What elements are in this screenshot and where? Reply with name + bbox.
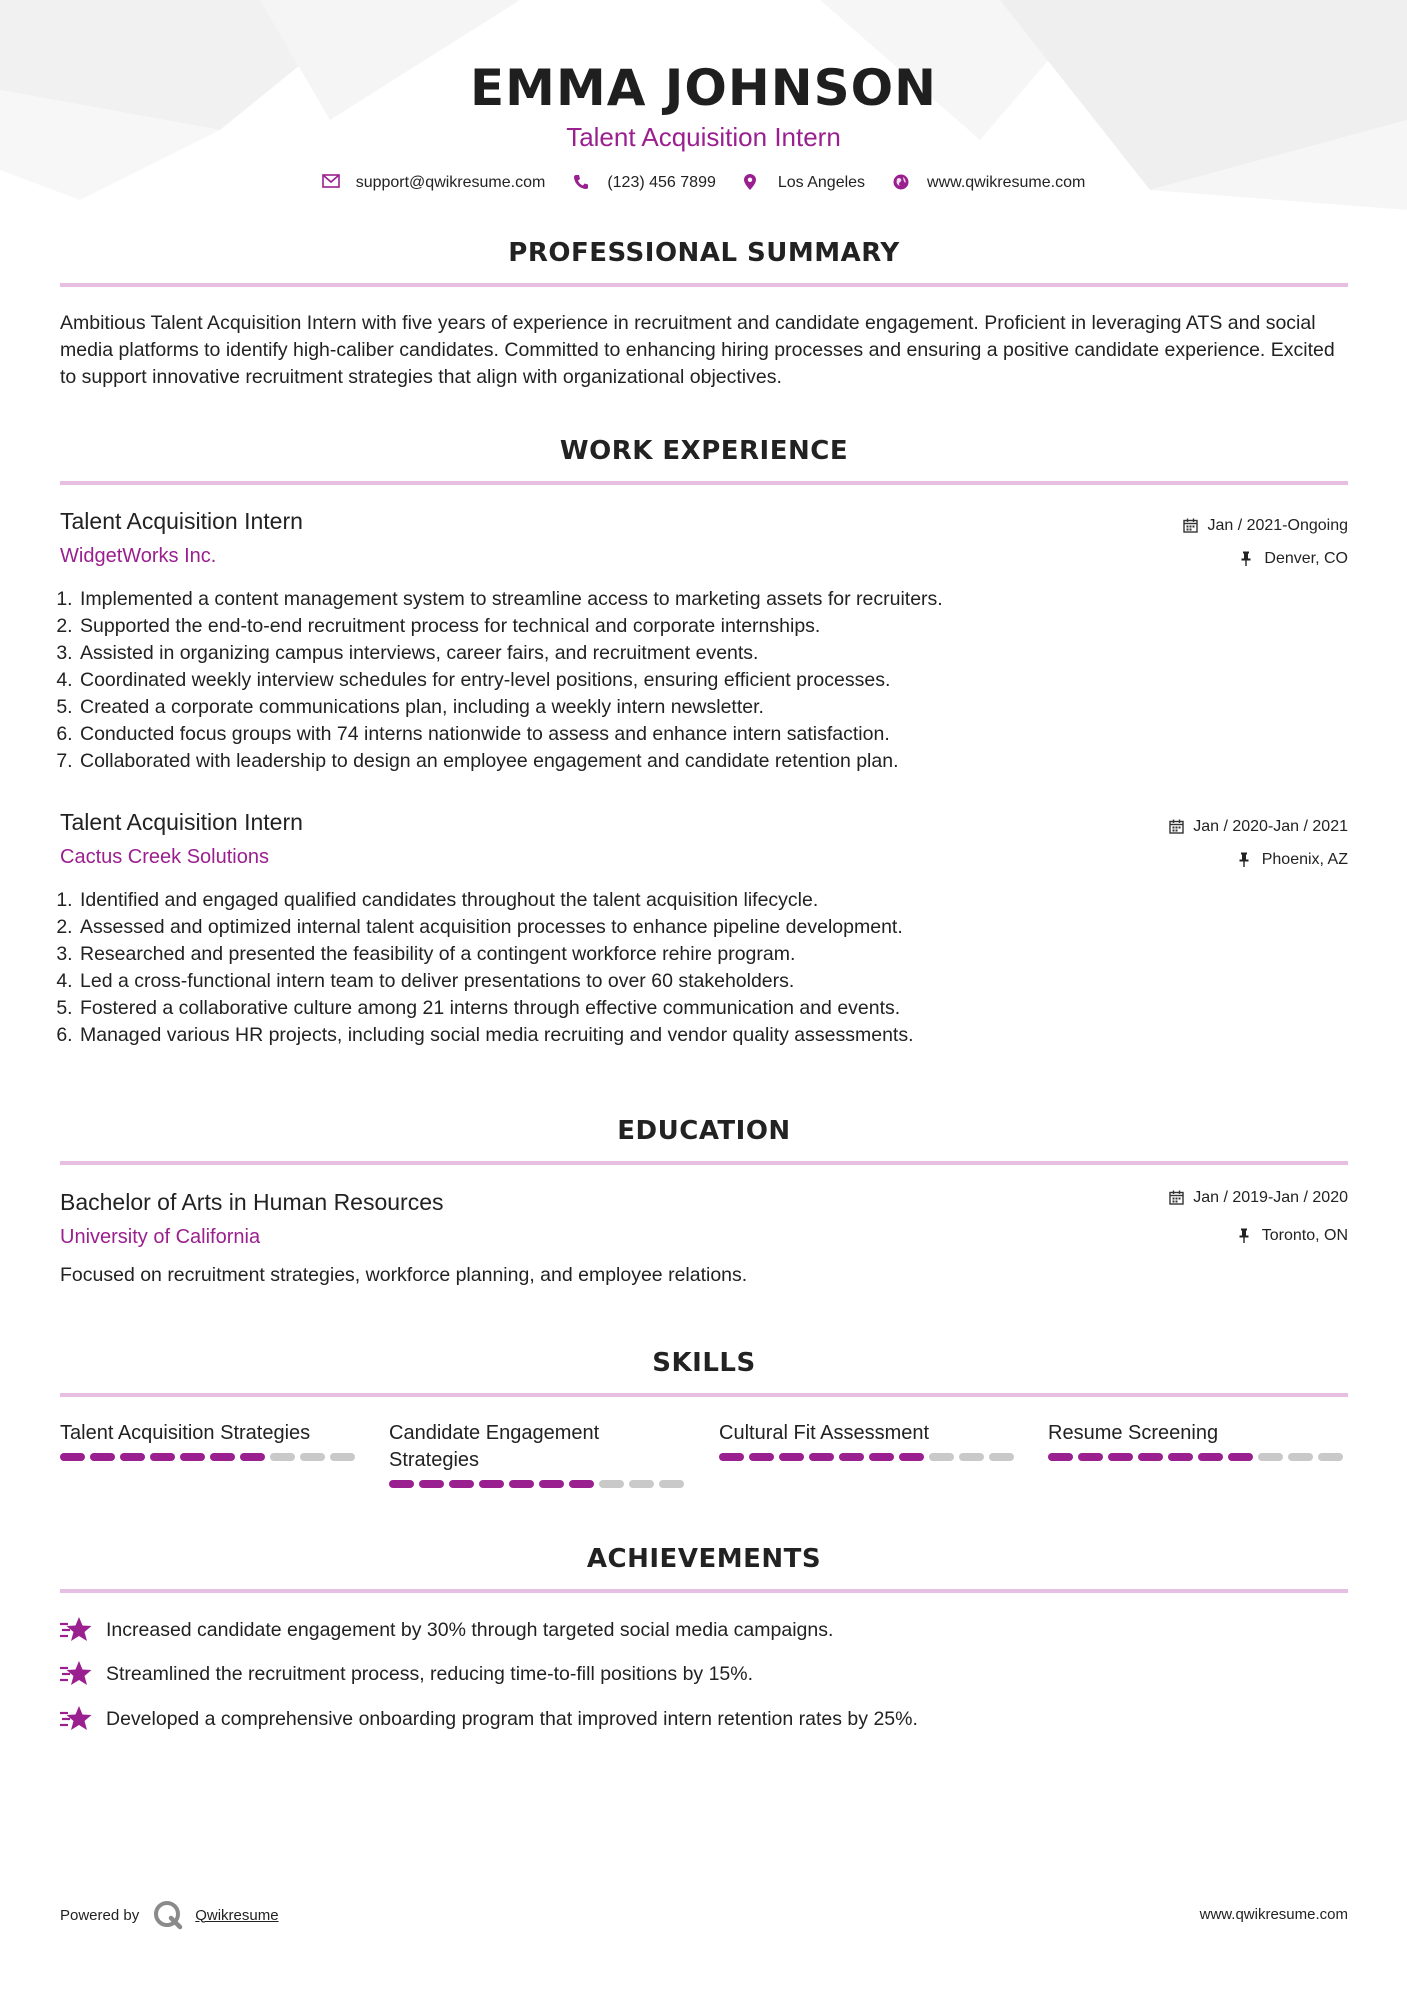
skill-dot-filled [869,1453,894,1461]
list-item: 5. Fostered a collaborative culture among 21 interns through effective communication and events. [78,995,1338,1022]
section-title-experience: WORK EXPERIENCE [559,436,849,466]
skill-dot-empty [659,1480,684,1488]
skill-dot-filled [389,1480,414,1488]
skill-name: Resume Screening [1048,1422,1219,1444]
skill-dot-empty [929,1453,954,1461]
skill-item [389,1420,689,1488]
job-location-text: Denver, CO [1264,550,1348,567]
skill-dot-filled [120,1453,145,1461]
calendar-icon [1183,518,1199,534]
section-divider [60,1589,1348,1593]
contact-phone-text: (123) 456 7899 [607,174,716,191]
section-title-skills: SKILLS [652,1348,756,1378]
qwikresume-logo [153,1900,183,1930]
education-location-text: Toronto, ON [1261,1227,1348,1244]
powered-by-label: Powered by [60,1906,140,1924]
skill-dot-filled [1168,1453,1193,1461]
summary-text: Ambitious Talent Acquisition Intern with five years of experience in recruitment and candidate engagement. Proficient in leveraging ATS and social media platforms to identify high-caliber candidates. Committed to enhancing hiring processes and ensuring a positive candidate experience. Excited to support innovative recruitment strategies that align with organizational objectives. [60,312,1335,388]
job-dates-text: Jan / 2020-Jan / 2021 [1193,818,1348,835]
company-name: WidgetWorks Inc. [60,545,217,567]
skill-dot-filled [569,1480,594,1488]
list-item: 5. Created a corporate communications plan, including a weekly intern newsletter. [78,694,1338,721]
qwikresume-link[interactable]: Qwikresume [195,1906,279,1924]
candidate-title: Talent Acquisition Intern [566,122,841,152]
achievement-item [60,1705,918,1733]
skill-dot-filled [150,1453,175,1461]
skill-dot-filled [180,1453,205,1461]
contact-location-text: Los Angeles [777,174,866,191]
pushpin-icon [1238,852,1254,868]
job-location-text: Phoenix, AZ [1261,851,1348,868]
job-dates-text: Jan / 2021-Ongoing [1207,517,1348,534]
skill-item [1048,1420,1348,1461]
skill-name: Cultural Fit Assessment [719,1422,930,1444]
achievement-text: Streamlined the recruitment process, reducing time-to-fill positions by 15%. [106,1662,754,1685]
achievement-item [60,1616,833,1644]
skill-dot-empty [330,1453,355,1461]
skill-level-bar [60,1453,360,1461]
skill-dot-filled [419,1480,444,1488]
skill-dot-filled [210,1453,235,1461]
job-bullets [60,586,1338,775]
skill-dot-filled [90,1453,115,1461]
skill-dot-filled [1108,1453,1133,1461]
skill-dot-filled [539,1480,564,1488]
map-marker-icon [744,174,766,192]
skill-dot-filled [240,1453,265,1461]
list-item: 2. Supported the end-to-end recruitment process for technical and corporate internships. [78,613,1338,640]
footer-branding [60,1900,279,1930]
section-title-summary: PROFESSIONAL SUMMARY [508,238,900,268]
section-title-achievements: ACHIEVEMENTS [586,1544,822,1574]
job-dates [1183,517,1348,535]
skill-dot-empty [959,1453,984,1461]
skill-dot-filled [449,1480,474,1488]
job-title: Talent Acquisition Intern [60,508,303,534]
section-title-education: EDUCATION [617,1116,791,1146]
education-dates-text: Jan / 2019-Jan / 2020 [1193,1189,1348,1206]
skill-dot-filled [839,1453,864,1461]
skill-dot-filled [749,1453,774,1461]
degree-title: Bachelor of Arts in Human Resources [60,1189,444,1215]
skill-level-bar [389,1480,689,1488]
skill-item [719,1420,1019,1461]
skill-dot-empty [1258,1453,1283,1461]
skill-dot-empty [629,1480,654,1488]
section-divider [60,1393,1348,1397]
globe-icon [893,174,915,192]
skill-dot-empty [599,1480,624,1488]
skill-level-bar [719,1453,1019,1461]
list-item: 1. Implemented a content management system to streamline access to marketing assets for recruiters. [78,586,1338,613]
skill-level-bar [1048,1453,1348,1461]
education-location [1238,1227,1348,1245]
calendar-icon [1169,819,1185,835]
contact-location [744,174,865,192]
achievement-item [60,1660,753,1688]
skill-dot-filled [1078,1453,1103,1461]
skill-dot-filled [719,1453,744,1461]
skill-dot-filled [60,1453,85,1461]
list-item: 2. Assessed and optimized internal talent acquisition processes to enhance pipeline development. [78,914,1338,941]
skill-dot-empty [300,1453,325,1461]
contact-email-text: support@qwikresume.com [355,174,546,191]
star-icon [60,1660,92,1688]
skill-dot-filled [779,1453,804,1461]
skill-dot-empty [270,1453,295,1461]
contact-website-text: www.qwikresume.com [927,174,1086,191]
list-item: 1. Identified and engaged qualified candidates throughout the talent acquisition lifecycle. [78,887,1338,914]
skill-dot-filled [1228,1453,1253,1461]
section-divider [60,283,1348,287]
skill-dot-filled [479,1480,504,1488]
skill-dot-empty [989,1453,1014,1461]
envelope-icon [322,174,344,192]
skill-dot-filled [1198,1453,1223,1461]
education-description: Focused on recruitment strategies, workforce planning, and employee relations. [60,1264,748,1286]
list-item: 4. Coordinated weekly interview schedules for entry-level positions, ensuring efficient processes. [78,667,1338,694]
star-icon [60,1616,92,1644]
list-item: 7. Collaborated with leadership to design an employee engagement and candidate retention plan. [78,748,1338,775]
contact-website[interactable] [893,174,1085,192]
contact-email[interactable] [322,174,546,192]
skill-dot-empty [1318,1453,1343,1461]
contact-phone[interactable] [573,174,716,192]
list-item: 3. Researched and presented the feasibility of a contingent workforce rehire program. [78,941,1338,968]
skill-dot-filled [1138,1453,1163,1461]
job-bullets [60,887,1338,1049]
skill-dot-empty [1288,1453,1313,1461]
skill-dot-filled [809,1453,834,1461]
section-divider [60,1161,1348,1165]
job-location [1238,851,1348,869]
pushpin-icon [1238,1228,1254,1244]
list-item: 6. Conducted focus groups with 74 interns nationwide to assess and enhance intern satisfaction. [78,721,1338,748]
achievement-text: Increased candidate engagement by 30% through targeted social media campaigns. [106,1618,834,1641]
list-item: 6. Managed various HR projects, including social media recruiting and vendor quality assessments. [78,1022,1338,1049]
list-item: 4. Led a cross-functional intern team to deliver presentations to over 60 stakeholders. [78,968,1338,995]
phone-icon [573,174,595,192]
list-item: 3. Assisted in organizing campus interviews, career fairs, and recruitment events. [78,640,1338,667]
section-divider [60,481,1348,485]
education-dates [1169,1189,1348,1207]
skill-item [60,1420,360,1461]
footer-website[interactable]: www.qwikresume.com [1199,1906,1348,1923]
pushpin-icon [1240,551,1256,567]
skill-name: Candidate Engagement Strategies [389,1422,600,1471]
skill-dot-filled [899,1453,924,1461]
skill-dot-filled [1048,1453,1073,1461]
calendar-icon [1169,1190,1185,1206]
job-dates [1169,818,1348,836]
school-name: University of California [60,1226,261,1248]
star-icon [60,1705,92,1733]
resume-header [0,58,1407,154]
skill-name: Talent Acquisition Strategies [60,1422,311,1444]
job-location [1240,550,1348,568]
achievement-text: Developed a comprehensive onboarding program that improved intern retention rates by 25%. [106,1707,918,1730]
job-title: Talent Acquisition Intern [60,809,303,835]
company-name: Cactus Creek Solutions [60,846,269,868]
skill-dot-filled [509,1480,534,1488]
contact-bar [0,174,1407,192]
candidate-name: EMMA JOHNSON [470,59,937,117]
